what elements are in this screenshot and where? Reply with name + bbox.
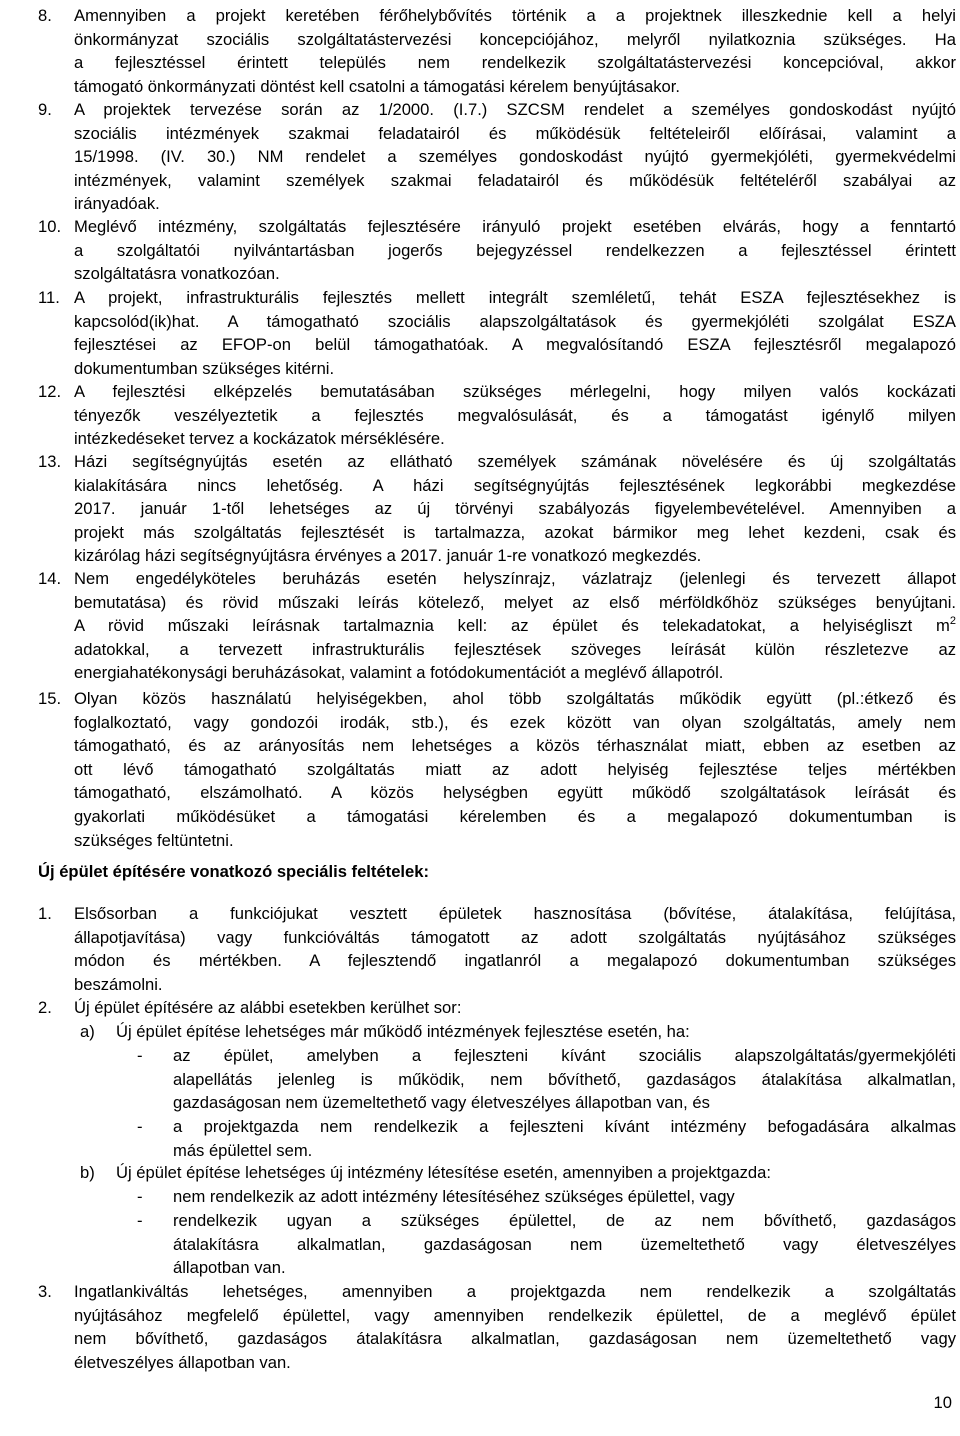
text-line: támogatható, elszámolható. A közös helységben együtt működő szolgáltatások leírását és [74,783,956,803]
list-item-11-text [74,286,956,380]
text-line: a projektgazda nem rendelkezik a fejleszteni kívánt intézmény befogadására alkalmas [173,1117,956,1136]
text-line: Nem engedélyköteles beruházás esetén helyszínrajz, vázlatrajz (jelenlegi és tervezett állapot [74,569,956,588]
page-number: 10 [933,1393,952,1412]
list-item-11-number: 11. [38,288,60,307]
sub-a-bullet-1 [137,1044,956,1115]
new-building-item-2-number: 2. [38,998,52,1017]
list-item-10-number: 10. [38,217,62,236]
list-item-13-text [74,450,956,568]
text-line: Ingatlankiváltás lehetséges, amennyiben a projektgazda nem rendelkezik a szolgáltatás [74,1282,956,1301]
sub-a-bullet-2-text [173,1115,956,1162]
new-building-item-1-text [74,902,956,996]
list-item-15 [38,687,956,852]
list-item-14-number: 14. [38,569,62,588]
list-item-8 [38,4,956,98]
list-item-13-number: 13. [38,452,62,471]
text-line: állapotjavítása) vagy funkcióváltás támogatott az adott szolgáltatás nyújtásához szükséges [74,927,956,947]
sub-a-bullet-1-number: - [137,1046,143,1065]
text-line: a fejlesztéssel érintett település nem rendelkezik szolgáltatástervezési koncepcióval, akkor [74,53,956,73]
text-line: A rövid műszaki leírásnak tartalmaznia kell: az épület és telekadatokat, a helyiségliszt $m^2$ [74,615,956,636]
text-line: kapcsolód(ik)hat. A támogatható szociális alapszolgáltatások és gyermekjóléti szolgálat ESZA [74,311,956,331]
text-line: kialakítására nincs lehetőség. A házi segítségnyújtás fejlesztésének legkorábbi megkezdése [74,475,956,495]
list-item-9-text [74,98,956,216]
text-line: 15/1998. (IV. 30.) NM rendelet a személyes gondoskodást nyújtó gyermekjóléti, gyermekvédelmi [74,147,956,167]
text-line: bemutatása) és rövid műszaki leírás kötelező, melyet az első mérföldkőhöz szükséges benyújtani. [74,592,956,612]
list-item-14-text [74,567,956,685]
new-building-item-2-text [74,996,956,1020]
sub-a-bullet-1-text [173,1044,956,1115]
text-line: alapellátás jelenleg is működik, nem bővíthető, gazdaságos átalakítása alkalmatlan, [173,1069,956,1089]
text-line: Olyan közös használatú helyiségekben, ahol több szolgáltatás működik együtt (pl.:étkező és [74,689,956,708]
sub-item-b [80,1161,956,1185]
text-line: beszámolni. [74,974,163,994]
sub-b-bullet-2-number: - [137,1211,143,1230]
list-item-8-text [74,4,956,98]
list-item-13 [38,450,956,568]
list-item-12-number: 12. [38,382,62,401]
text-line: projekt más szolgáltatás fejlesztését is tartalmazza, azokat bármikor meg lehet kezdeni, csak és [74,522,956,542]
list-item-10 [38,215,956,286]
new-building-item-3-text [74,1280,956,1374]
list-item-9-number: 9. [38,100,52,119]
text-line: 2017. január 1-től lehetséges az új törvényi szabályozás figyelembevételével. Amennyiben a [74,499,956,519]
new-building-item-2 [38,996,956,1020]
sub-b-bullet-2 [137,1209,956,1280]
text-line: energiahatékonysági beruházásokat, valamint a fotódokumentációt a meglévő állapotról. [74,663,724,683]
text-line: Meglévő intézmény, szolgáltatás fejlesztésére irányuló projekt esetében elvárás, hogy a fenntartó [74,217,956,236]
text-line: nem bővíthető, gazdaságos átalakításra alkalmatlan, gazdaságosan nem üzemeltethető vagy [74,1329,956,1349]
list-item-9 [38,98,956,216]
sub-b-bullet-1-text [173,1185,956,1209]
text-line: A fejlesztési elképzelés bemutatásában szükséges mérlegelni, hogy milyen valós kockázati [74,382,956,401]
text-line: Új épület építésére az alábbi esetekben kerülhet sor: [74,998,462,1017]
text-line: foglalkoztató, vagy gondozói irodák, stb.), és ezek között van olyan szolgáltatás, amely nem [74,712,956,732]
text-line: más épülettel sem. [173,1140,313,1160]
text-line: kizárólag házi segítségnyújtásra érvényes a 2017. január 1-re vonatkozó megkezdés. [74,546,702,566]
text-line: életveszélyes állapotban van. [74,1352,291,1372]
text-line: tényezők veszélyeztetik a fejlesztés megvalósulását, és a támogatást igénylő milyen [74,405,956,425]
text-line: fejlesztései az EFOP-on belül támogathatóak. A megvalósítandó ESZA fejlesztésről megalapozó [74,335,956,355]
sub-a-bullet-2-number: - [137,1117,143,1136]
text-line: rendelkezik ugyan a szükséges épülettel, de az nem bővíthető, gazdaságos [173,1211,956,1230]
text-line: módon és mértékben. A fejlesztendő ingatlanról a megalapozó dokumentumban szükséges [74,951,956,971]
list-item-10-text [74,215,956,286]
sub-item-a-text [116,1020,956,1044]
sub-b-bullet-1 [137,1185,956,1209]
text-line: szükséges feltüntetni. [74,830,234,850]
text-line: adatokkal, a tervezett infrastrukturális fejlesztések szöveges leírását külön részletezve az [74,639,956,659]
text-line: Házi segítségnyújtás esetén az ellátható személyek számának növelésére és új szolgáltatás [74,452,956,471]
sub-b-bullet-2-text [173,1209,956,1280]
text-line: Elsősorban a funkciójukat vesztett épületek hasznosítása (bővítése, átalakítása, felújítása, [74,904,956,923]
sub-b-bullet-1-number: - [137,1187,143,1206]
superscript: 2 [949,615,956,628]
text-line: szolgáltatásra vonatkozóan. [74,264,280,284]
sub-item-b-number: b) [80,1163,95,1182]
text-line: A projektek tervezése során az 1/2000. (I.7.) SZCSM rendelet a személyes gondoskodást nyújtó [74,100,956,119]
list-item-8-number: 8. [38,6,52,25]
sub-item-a [80,1020,956,1044]
new-building-item-1 [38,902,956,996]
list-item-11 [38,286,956,380]
text-line: szociális intézmények szakmai feladatairól és működésük feltételeiről előírásai, valamint a [74,123,956,143]
new-building-item-3-number: 3. [38,1282,52,1301]
list-item-14 [38,567,956,685]
new-building-item-3 [38,1280,956,1374]
text-line: A projekt, infrastrukturális fejlesztés mellett integrált szemléletű, tehát ESZA fejlesztésekhez is [74,288,956,307]
sub-a-bullet-2 [137,1115,956,1162]
text-line: támogatható, és az arányosítás nem lehetséges a közös térhasználat miatt, ebben az esetben az [74,736,956,756]
text-line: a szolgáltatói nyilvántartásban jogerős bejegyzéssel rendelkezzen a fejlesztéssel érintett [74,240,956,260]
sub-item-b-text [116,1161,956,1185]
text-line: ott lévő támogatható szolgáltatás miatt az adott helyiség fejlesztése teljes mértékben [74,759,956,779]
text-line: gazdaságosan nem üzemeltethető vagy életveszélyes állapotban van, és [173,1093,710,1113]
text-line: Új épület építése lehetséges új intézmény létesítése esetén, amennyiben a projektgazda: [116,1163,771,1182]
text-line: intézkedéseket tervez a kockázatok mérséklésére. [74,429,445,449]
text-line: az épület, amelyben a fejleszteni kívánt szociális alapszolgáltatás/gyermekjóléti [173,1046,956,1065]
text-line: állapotban van. [173,1258,286,1278]
new-building-item-1-number: 1. [38,904,52,923]
list-item-15-number: 15. [38,689,62,708]
text-line: Amennyiben a projekt keretében férőhelybővítés történik a a projektnek illeszkednie kell a helyi [74,6,956,25]
text-line: gyakorlati működésüket a támogatási kérelemben és a megalapozó dokumentumban is [74,806,956,826]
text-line: támogató önkormányzati döntést kell csatolni a támogatási kérelem benyújtásakor. [74,76,680,96]
list-item-15-text [74,687,956,852]
list-item-12-text [74,380,956,451]
text-line: intézmények, valamint személyek szakmai feladatairól és működésük feltételéről szabályai az [74,170,956,190]
text-line: Új épület építése lehetséges már működő intézmények fejlesztése esetén, ha: [116,1022,690,1041]
text-line: nem rendelkezik az adott intézmény létesítéséhez szükséges épülettel, vagy [173,1187,735,1206]
text-line: nyújtásához megfelelő épülettel, vagy amennyiben rendelkezik épülettel, de a meglévő épület [74,1305,956,1325]
text-line: átalakításra alkalmatlan, gazdaságosan nem üzemeltethető vagy életveszélyes [173,1234,956,1254]
list-item-12 [38,380,956,451]
text-line: önkormányzat szociális szolgáltatástervezési koncepciójához, melyről nyilatkoznia szükséges. Ha [74,29,956,49]
sub-item-a-number: a) [80,1022,95,1041]
text-line: irányadóak. [74,194,160,214]
section-heading: Új épület építésére vonatkozó speciális feltételek: [38,862,430,881]
text-line: dokumentumban szükséges kitérni. [74,358,335,378]
